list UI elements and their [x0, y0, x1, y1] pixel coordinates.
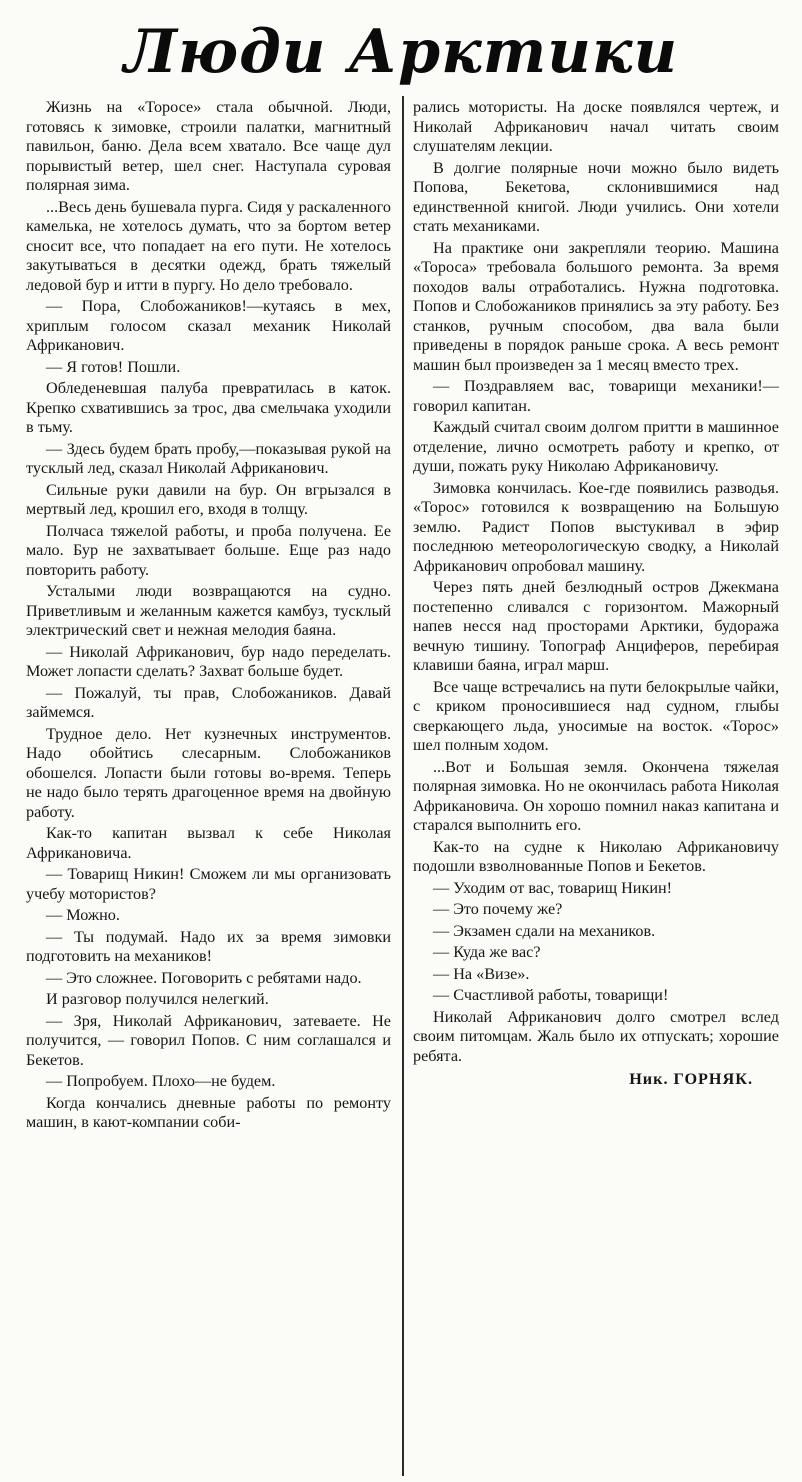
paragraph: Сильные руки давили на бур. Он вгрызался в мертвый лед, крошил его, входя в толщу.: [26, 480, 391, 518]
paragraph: Жизнь на «Торосе» стала обычной. Люди, готовясь к зимовке, строили палатки, магнитный павильон, баню. Дела всем хватало. Все чаще дул порывистый ветер, шел снег. Наступала суровая полярная зима.: [26, 98, 391, 194]
paragraph: На практике они закрепляли теорию. Машина «Тороса» требовала большого ремонта. За время походов валы отработались. Нужна подготовка. Попов и Слобожаников принялись за эту работу. Без станков, ручным способом, два вала были приведены в порядок раньше срока. А весь ремонт машин был произведен за 1 месяц вместо трех.: [413, 238, 779, 374]
paragraph: Как-то на судне к Николаю Африкановичу подошли взволнованные Попов и Бекетов.: [413, 837, 779, 875]
paragraph: Усталыми люди возвращаются на судно. Приветливым и желанным кажется камбуз, тусклый электрический свет и нежная мелодия баяна.: [26, 582, 391, 639]
paragraph: — Можно.: [46, 906, 120, 924]
paragraph: Полчаса тяжелой работы, и проба получена. Ее мало. Бур не захватывает больше. Еще раз надо повторить работу.: [26, 521, 391, 579]
paragraph: — Пора, Слобожаников!—кутаясь в мех, хриплым голосом сказал механик Николай Африканович.: [26, 297, 391, 354]
paragraph: Обледеневшая палуба превратилась в каток. Крепко схватившись за трос, два смельчака уходили в тьму.: [26, 379, 391, 436]
left-column: [26, 98, 391, 1135]
paragraph: — Это почему же?: [433, 900, 563, 918]
paragraph: — Куда же вас?: [433, 943, 541, 961]
paragraph: — На «Визе».: [433, 964, 530, 983]
paragraph: В долгие полярные ночи можно было видеть Попова, Бекетова, склонившимися над единственной книгой. Люди учились. Они хотели стать механиками.: [413, 158, 779, 235]
paragraph: ...Весь день бушевала пурга. Сидя у раскаленного камелька, не хотелось думать, что за бортом ветер сносит все, что попадает на его пути. Не хотелось закутываться в десятки одежд, брать тяжелый ледовой бур и итти в пургу. Но дело требовало.: [26, 197, 391, 294]
paragraph: Трудное дело. Нет кузнечных инструментов. Надо обойтись слесарным. Слобожаников обошелся. Лопасти были готовы во-время. Теперь не надо было терять драгоценное время на двойную работу.: [26, 724, 391, 821]
right-column: [413, 98, 779, 1090]
paragraph: — Пожалуй, ты прав, Слобожаников. Давай займемся.: [26, 683, 391, 721]
paragraph: — Счастливой работы, товарищи!: [433, 986, 669, 1004]
paragraph: — Это сложнее. Поговорить с ребятами надо.: [46, 968, 362, 987]
paragraph: — Поздравляем вас, товарищи механики!—говорил капитан.: [413, 377, 779, 415]
paragraph: Все чаще встречались на пути белокрылые чайки, с криком проносившиеся над судном, глыбы сверкающего льда, уносимые на восток. «Торос» шел полным ходом.: [413, 677, 779, 754]
author-signature: Ник. ГОРНЯК.: [629, 1070, 753, 1088]
paragraph: Когда кончались дневные работы по ремонту машин, в кают-компании соби-: [26, 1093, 391, 1131]
paragraph: — Уходим от вас, товарищ Никин!: [433, 878, 673, 897]
paragraph: — Ты подумай. Надо их за время зимовки подготовить на механиков!: [26, 927, 391, 965]
paragraph: — Экзамен сдали на механиков.: [433, 921, 656, 940]
paragraph: Николай Африканович долго смотрел вслед своим питомцам. Жаль было их отпускать; хорошие ребята.: [413, 1007, 779, 1065]
paragraph: — Зря, Николай Африканович, затеваете. Не получится, — говорил Попов. С ним соглашался и Бекетов.: [26, 1011, 391, 1069]
paragraph: ...Вот и Большая земля. Окончена тяжелая полярная зимовка. Но не окончилась работа Николая Африкановича. Он хорошо помнил наказ капитана и старался выполнить его.: [413, 757, 779, 834]
paragraph: Через пять дней безлюдный остров Джекмана постепенно сливался с горизонтом. Мажорный напев несся над просторами Арктики, будоража вечную тишину. Топограф Анциферов, перебирая клавиши баяна, играл марш.: [413, 578, 779, 674]
paragraph: рались мотористы. На доске появлялся чертеж, и Николай Африканович начал читать своим слушателям лекции.: [413, 98, 779, 155]
paragraph: Зимовка кончилась. Кое-где появились разводья. «Торос» готовился к возвращению на Большую землю. Радист Попов выстукивал в эфир последнюю метеорологическую сводку, а Николай Африканович опробовал машину.: [413, 478, 779, 575]
paragraph: — Попробуем. Плохо—не будем.: [46, 1072, 276, 1090]
paragraph: Как-то капитан вызвал к себе Николая Африкановича.: [26, 824, 391, 862]
article-title: Люди Арктики: [123, 17, 679, 87]
paragraph: И разговор получился нелегкий.: [46, 990, 269, 1008]
paragraph: Каждый считал своим долгом притти в машинное отделение, лично осмотреть работу и крепко, от души, пожать руку Николаю Африкановичу.: [413, 418, 779, 475]
paragraph: — Николай Африканович, бур надо переделать. Может лопасти сделать? Захват больше будет.: [26, 642, 391, 680]
column-divider: [402, 96, 404, 1476]
paragraph: — Товарищ Никин! Сможем ли мы организовать учебу мотористов?: [26, 865, 391, 903]
paragraph: — Здесь будем брать пробу,—показывая рукой на тусклый лед, сказал Николай Африканович.: [26, 439, 391, 477]
paragraph: — Я готов! Пошли.: [46, 357, 181, 376]
